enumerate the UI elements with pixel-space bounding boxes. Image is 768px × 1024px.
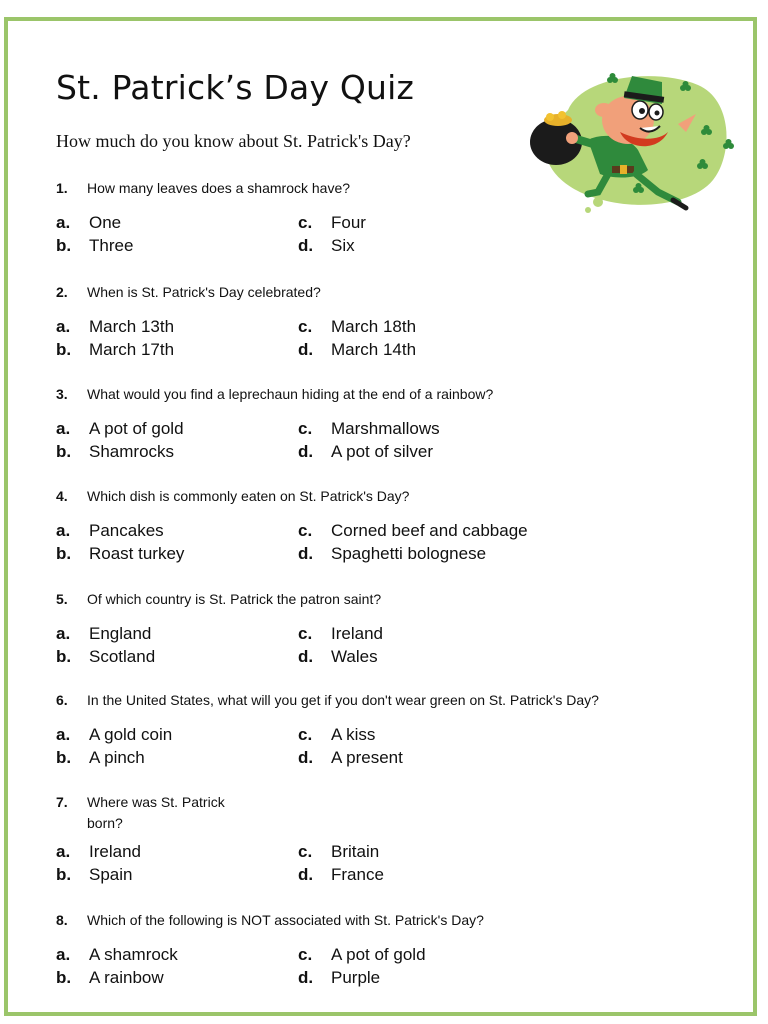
question-3 <box>56 384 736 463</box>
question-text: When is St. Patrick's Day celebrated? <box>87 284 321 300</box>
answer-options <box>56 315 736 361</box>
option-a: a. Pancakes <box>56 521 164 540</box>
option-c: c. Marshmallows <box>298 419 440 438</box>
option-b: b. March 17th <box>56 340 175 359</box>
question-text: In the United States, what will you get if you don't wear green on St. Patrick's Day? <box>87 692 599 708</box>
option-c: c. A pot of gold <box>298 945 426 964</box>
question-number: 8. <box>56 912 68 928</box>
option-c: c. Four <box>298 213 366 232</box>
option-a: a. Ireland <box>56 842 141 861</box>
option-a: a. England <box>56 624 152 643</box>
option-c: c. Ireland <box>298 624 383 643</box>
page-subtitle: How much do you know about St. Patrick's Day? <box>56 131 411 151</box>
question-number: 1. <box>56 180 68 196</box>
option-d: d. A pot of silver <box>298 442 434 461</box>
question-8 <box>56 910 736 989</box>
option-a: a. One <box>56 213 122 232</box>
option-c: c. Corned beef and cabbage <box>298 521 528 540</box>
option-b: b. A pinch <box>56 748 145 767</box>
option-d: d. March 14th <box>298 340 417 359</box>
option-a: a. A shamrock <box>56 945 178 964</box>
question-text: Which dish is commonly eaten on St. Patrick's Day? <box>87 488 410 504</box>
answer-options <box>56 211 736 257</box>
question-text: How many leaves does a shamrock have? <box>87 180 351 196</box>
answer-options <box>56 417 736 463</box>
answer-options <box>56 519 736 565</box>
question-number: 2. <box>56 284 68 300</box>
question-number: 3. <box>56 386 68 402</box>
question-2 <box>56 282 736 361</box>
option-a: a. A gold coin <box>56 725 173 744</box>
question-text: Which of the following is NOT associated with St. Patrick's Day? <box>87 912 484 928</box>
option-d: d. Six <box>298 236 355 255</box>
question-number: 5. <box>56 591 68 607</box>
question-4 <box>56 486 736 565</box>
option-b: b. Scotland <box>56 647 156 666</box>
option-d: d. Spaghetti bolognese <box>298 544 487 563</box>
option-b: b. Spain <box>56 865 133 884</box>
question-text: Where was St. Patrick born? <box>87 794 225 831</box>
option-c: c. Britain <box>298 842 380 861</box>
option-d: d. Purple <box>298 968 381 987</box>
option-d: d. A present <box>298 748 403 767</box>
question-7 <box>56 792 736 886</box>
question-6 <box>56 690 736 769</box>
option-b: b. Three <box>56 236 134 255</box>
page-title: St. Patrick’s Day Quiz <box>56 68 415 107</box>
question-text: What would you find a leprechaun hiding at the end of a rainbow? <box>87 386 494 402</box>
option-b: b. A rainbow <box>56 968 164 987</box>
question-number: 4. <box>56 488 68 504</box>
option-d: d. Wales <box>298 647 378 666</box>
question-1 <box>56 178 736 257</box>
option-c: c. March 18th <box>298 317 417 336</box>
answer-options <box>56 840 736 886</box>
option-a: a. March 13th <box>56 317 175 336</box>
question-text: Of which country is St. Patrick the patron saint? <box>87 591 382 607</box>
question-number: 7. <box>56 794 68 810</box>
option-a: a. A pot of gold <box>56 419 184 438</box>
question-5 <box>56 589 736 668</box>
question-number: 6. <box>56 692 68 708</box>
option-d: d. France <box>298 865 384 884</box>
answer-options <box>56 723 736 769</box>
answer-options <box>56 622 736 668</box>
option-b: b. Roast turkey <box>56 544 185 563</box>
option-c: c. A kiss <box>298 725 376 744</box>
option-b: b. Shamrocks <box>56 442 175 461</box>
answer-options <box>56 943 736 989</box>
